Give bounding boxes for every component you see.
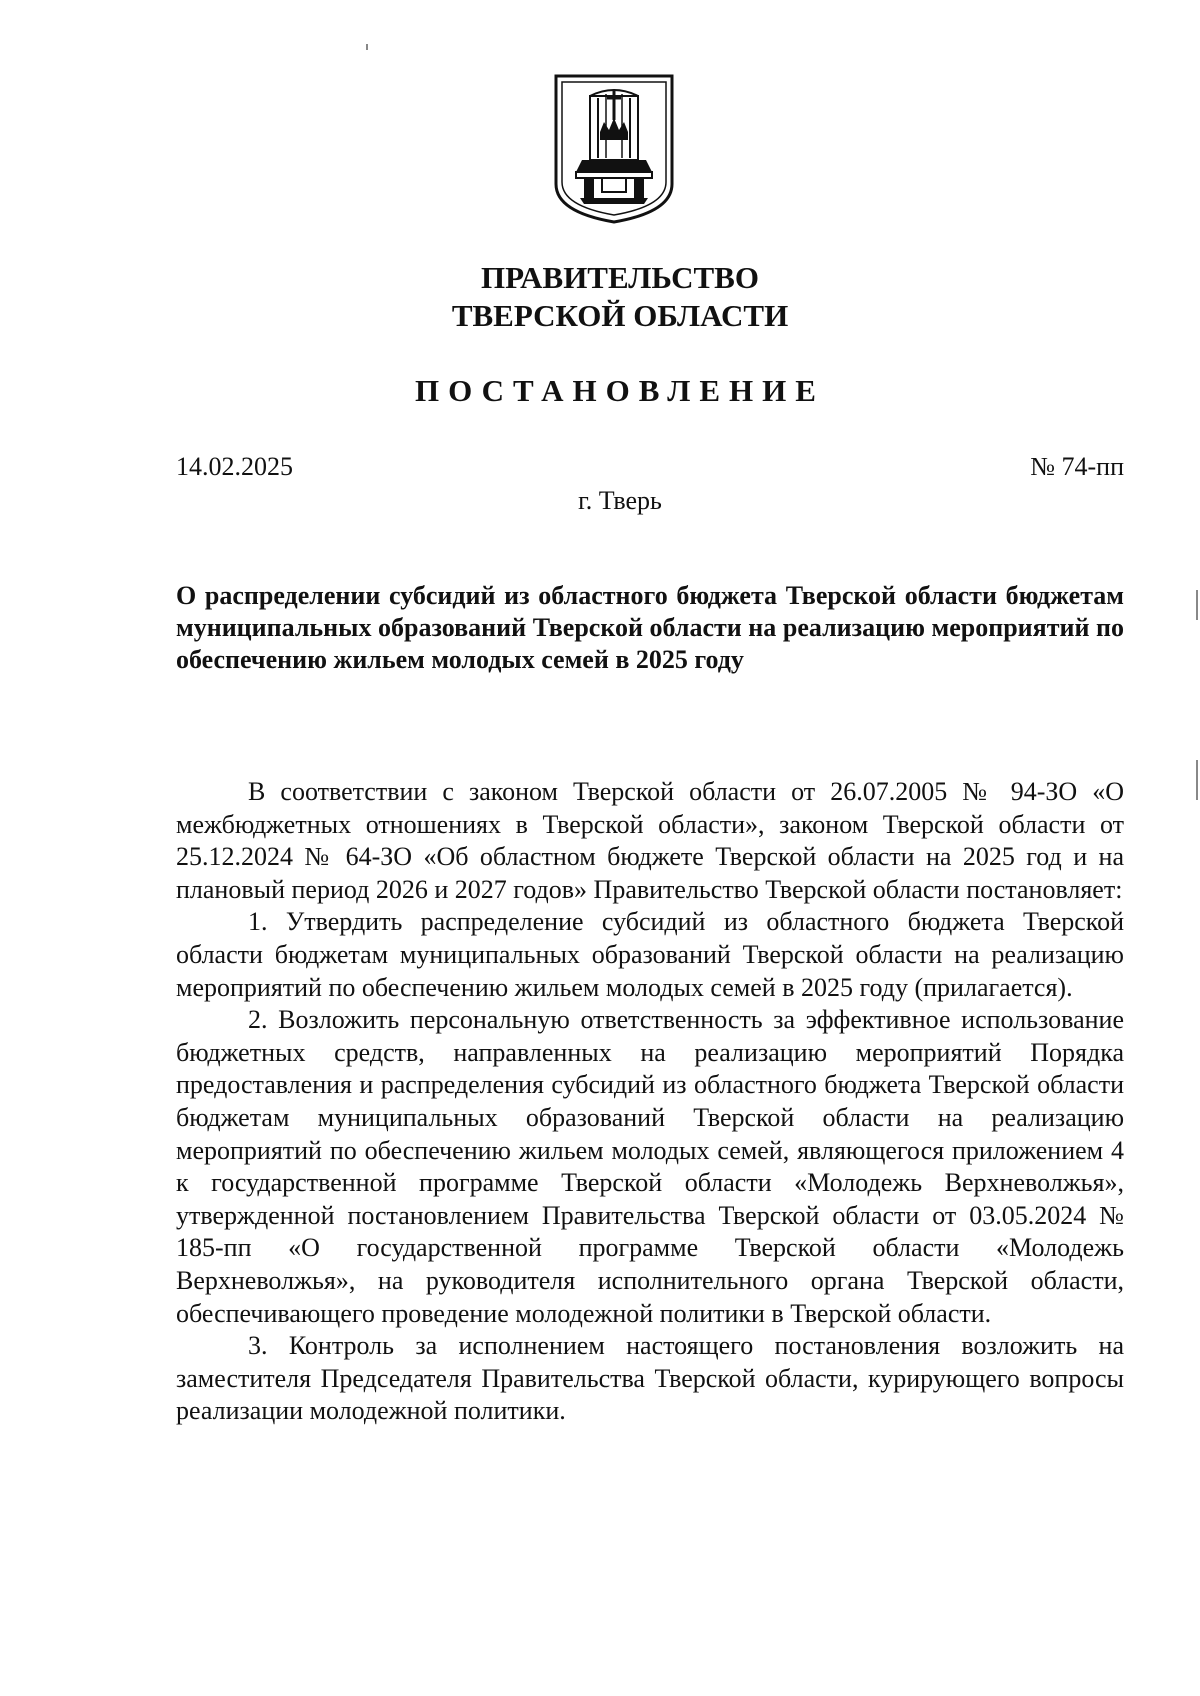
scan-edge-mark (1196, 760, 1198, 800)
item-3-paragraph: 3. Контроль за исполнением настоящего постановления возложить на заместителя Председателя Правительства Тверской области, курирующего вопросы реализации молодежной политики. (176, 1331, 1124, 1426)
item-2-paragraph: 2. Возложить персональную ответственность за эффективное использование бюджетных средств, направленных на реализацию мероприятий Порядка предоставления и распределения субсидий из областного бюджета Тверской области бюджетам муниципальных образований Тверской области на реализацию мероприятий по обеспечению жильем молодых семей, являющегося приложением 4 к государственной программе Тверской области «Молодежь Верхневолжья», утвержденной постановлением Правительства Тверской области от 03.05.2024 № 185-пп «О государственной программе Тверской области «Молодежь Верхневолжья», на руководителя исполнительного органа Тверской области, обеспечивающего проведение молодежной политики в Тверской области. (176, 1005, 1124, 1328)
scan-speck (366, 44, 368, 50)
document-title: О распределении субсидий из областного бюджета Тверской области бюджетам муниципальных образований Тверской области на реализацию мероприятий по обеспечению жильем молодых семей в 2025 году (176, 581, 1124, 674)
scan-edge-mark (1196, 590, 1198, 620)
org-name-line1: ПРАВИТЕЛЬСТВО (481, 260, 759, 295)
document-type-heading: ПОСТАНОВЛЕНИЕ (415, 373, 825, 408)
document-date: 14.02.2025 (176, 452, 293, 481)
document-number: № 74-пп (1030, 452, 1124, 481)
preamble-paragraph: В соответствии с законом Тверской области от 26.07.2005 № 94-ЗО «О межбюджетных отношениях в Тверской области», законом Тверской области от 25.12.2024 № 64-ЗО «Об областном бюджете Тверской области на 2025 год и на плановый период 2026 и 2027 годов» Правительство Тверской области постановляет: (176, 777, 1124, 904)
document-city: г. Тверь (578, 486, 662, 515)
org-name-line2: ТВЕРСКОЙ ОБЛАСТИ (451, 298, 789, 333)
document-body (176, 776, 1124, 1428)
tver-coat-of-arms-icon (552, 72, 676, 224)
item-1-paragraph: 1. Утвердить распределение субсидий из областного бюджета Тверской области бюджетам муниципальных образований Тверской области на реализацию мероприятий по обеспечению жильем молодых семей в 2025 году (прилагается). (176, 907, 1124, 1002)
